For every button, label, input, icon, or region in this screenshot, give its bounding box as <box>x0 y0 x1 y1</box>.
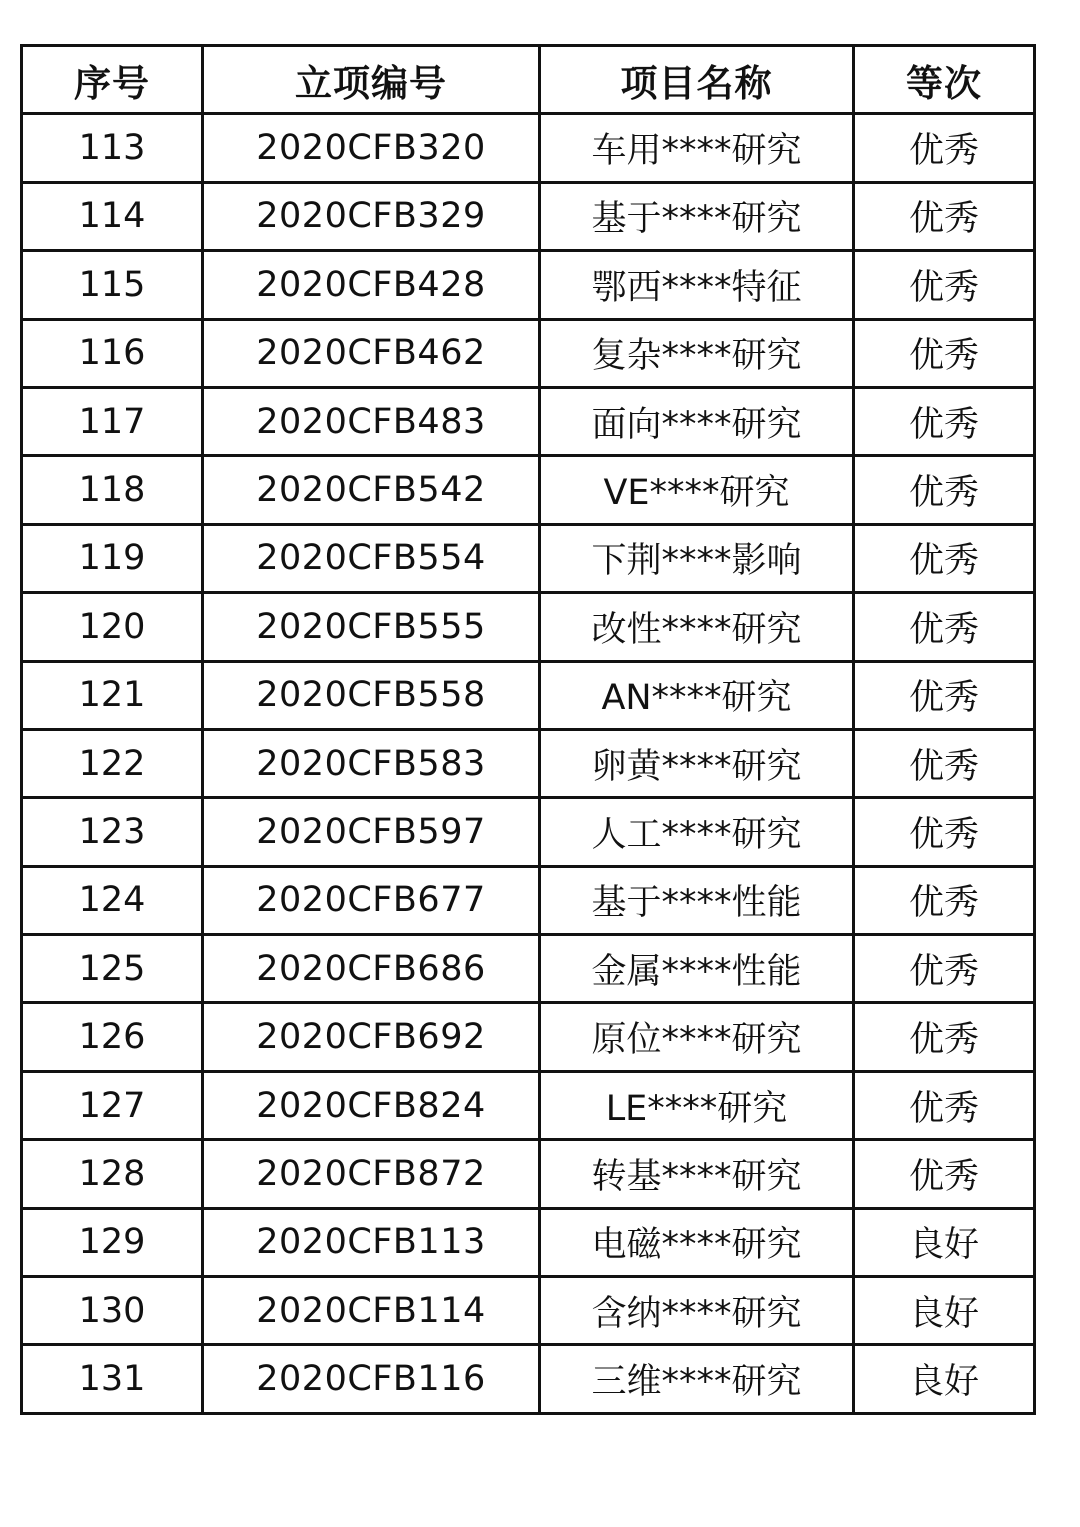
grade-cell: 优秀 <box>854 456 1035 524</box>
grade-cell: 优秀 <box>854 1140 1035 1208</box>
grade-cell: 优秀 <box>854 798 1035 866</box>
grade-cell: 优秀 <box>854 935 1035 1003</box>
project-id-cell: 2020CFB692 <box>203 1003 540 1071</box>
project-name-cell: 下荆****影响 <box>540 524 854 592</box>
serial-cell: 117 <box>22 387 203 455</box>
table-row <box>22 661 1035 729</box>
project-name-cell: 原位****研究 <box>540 1003 854 1071</box>
header-project-id: 立项编号 <box>203 46 540 114</box>
project-name-cell: 基于****研究 <box>540 182 854 250</box>
project-name-cell: 金属****性能 <box>540 935 854 1003</box>
project-id-cell: 2020CFB428 <box>203 251 540 319</box>
table-row <box>22 524 1035 592</box>
grade-cell: 优秀 <box>854 1003 1035 1071</box>
project-name-cell: 面向****研究 <box>540 387 854 455</box>
grade-cell: 良好 <box>854 1208 1035 1276</box>
project-name-cell: 卵黄****研究 <box>540 729 854 797</box>
project-id-cell: 2020CFB558 <box>203 661 540 729</box>
serial-cell: 127 <box>22 1071 203 1139</box>
grade-cell: 优秀 <box>854 866 1035 934</box>
grade-cell: 优秀 <box>854 593 1035 661</box>
project-id-cell: 2020CFB116 <box>203 1345 540 1413</box>
serial-cell: 113 <box>22 114 203 182</box>
project-name-cell: 含纳****研究 <box>540 1277 854 1345</box>
project-name-cell: 转基****研究 <box>540 1140 854 1208</box>
grade-cell: 优秀 <box>854 251 1035 319</box>
serial-cell: 121 <box>22 661 203 729</box>
project-id-cell: 2020CFB114 <box>203 1277 540 1345</box>
table-row <box>22 729 1035 797</box>
serial-cell: 122 <box>22 729 203 797</box>
project-name-cell: VE****研究 <box>540 456 854 524</box>
table-row <box>22 935 1035 1003</box>
project-name-cell: 电磁****研究 <box>540 1208 854 1276</box>
project-name-cell: 改性****研究 <box>540 593 854 661</box>
project-id-cell: 2020CFB483 <box>203 387 540 455</box>
table-row <box>22 319 1035 387</box>
grade-cell: 优秀 <box>854 661 1035 729</box>
project-id-cell: 2020CFB329 <box>203 182 540 250</box>
serial-cell: 124 <box>22 866 203 934</box>
serial-cell: 126 <box>22 1003 203 1071</box>
serial-cell: 130 <box>22 1277 203 1345</box>
serial-cell: 129 <box>22 1208 203 1276</box>
serial-cell: 120 <box>22 593 203 661</box>
grade-cell: 优秀 <box>854 114 1035 182</box>
table-body <box>22 114 1035 1413</box>
table-row <box>22 798 1035 866</box>
serial-cell: 131 <box>22 1345 203 1413</box>
project-id-cell: 2020CFB113 <box>203 1208 540 1276</box>
project-name-cell: 鄂西****特征 <box>540 251 854 319</box>
table-row <box>22 1140 1035 1208</box>
project-id-cell: 2020CFB872 <box>203 1140 540 1208</box>
table-row <box>22 1345 1035 1413</box>
project-id-cell: 2020CFB677 <box>203 866 540 934</box>
table-row <box>22 1277 1035 1345</box>
project-name-cell: 人工****研究 <box>540 798 854 866</box>
project-name-cell: 车用****研究 <box>540 114 854 182</box>
project-name-cell: AN****研究 <box>540 661 854 729</box>
serial-cell: 116 <box>22 319 203 387</box>
serial-cell: 128 <box>22 1140 203 1208</box>
project-id-cell: 2020CFB542 <box>203 456 540 524</box>
project-id-cell: 2020CFB686 <box>203 935 540 1003</box>
grade-cell: 优秀 <box>854 729 1035 797</box>
grade-cell: 优秀 <box>854 319 1035 387</box>
table-row <box>22 182 1035 250</box>
grade-cell: 优秀 <box>854 387 1035 455</box>
serial-cell: 114 <box>22 182 203 250</box>
project-name-cell: 复杂****研究 <box>540 319 854 387</box>
project-id-cell: 2020CFB555 <box>203 593 540 661</box>
table-row <box>22 1071 1035 1139</box>
serial-cell: 123 <box>22 798 203 866</box>
grade-cell: 优秀 <box>854 182 1035 250</box>
project-name-cell: LE****研究 <box>540 1071 854 1139</box>
grade-cell: 良好 <box>854 1345 1035 1413</box>
table-row <box>22 114 1035 182</box>
project-name-cell: 三维****研究 <box>540 1345 854 1413</box>
table-row <box>22 1003 1035 1071</box>
table-row <box>22 456 1035 524</box>
project-id-cell: 2020CFB583 <box>203 729 540 797</box>
project-name-cell: 基于****性能 <box>540 866 854 934</box>
project-id-cell: 2020CFB462 <box>203 319 540 387</box>
project-id-cell: 2020CFB824 <box>203 1071 540 1139</box>
header-grade: 等次 <box>854 46 1035 114</box>
table-row <box>22 593 1035 661</box>
project-id-cell: 2020CFB320 <box>203 114 540 182</box>
grade-cell: 优秀 <box>854 1071 1035 1139</box>
header-serial: 序号 <box>22 46 203 114</box>
project-id-cell: 2020CFB597 <box>203 798 540 866</box>
table-row <box>22 1208 1035 1276</box>
serial-cell: 125 <box>22 935 203 1003</box>
table-header <box>22 46 1035 114</box>
project-table <box>20 44 1036 1415</box>
grade-cell: 优秀 <box>854 524 1035 592</box>
project-id-cell: 2020CFB554 <box>203 524 540 592</box>
table-row <box>22 251 1035 319</box>
table-row <box>22 866 1035 934</box>
header-project-name: 项目名称 <box>540 46 854 114</box>
serial-cell: 119 <box>22 524 203 592</box>
serial-cell: 118 <box>22 456 203 524</box>
table-row <box>22 387 1035 455</box>
serial-cell: 115 <box>22 251 203 319</box>
grade-cell: 良好 <box>854 1277 1035 1345</box>
header-row <box>22 46 1035 114</box>
